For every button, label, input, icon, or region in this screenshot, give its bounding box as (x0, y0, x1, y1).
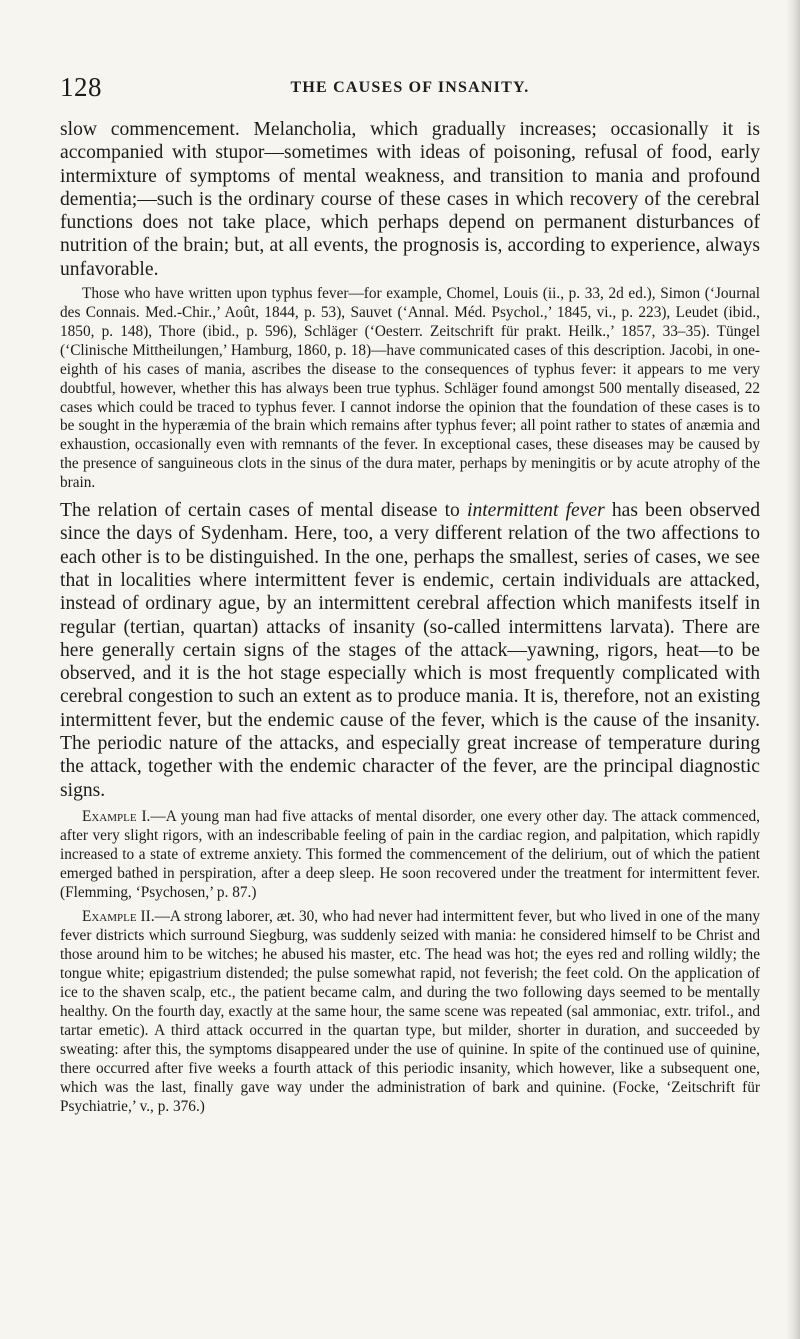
running-head: THE CAUSES OF INSANITY. (290, 79, 530, 96)
example-two (60, 908, 760, 1116)
term-intermittent-fever: intermittent fever (467, 500, 605, 522)
page-header (60, 72, 760, 102)
paragraph-intermittent-fever (60, 499, 760, 802)
example-one-text: —A young man had five attacks of mental disorder, one every other day. The attack commenced, after very slight rigors, with an indescribable feeling of pain in the cardiac region, and palpitation, which rapidly increased to a state of extreme anxiety. This formed the commencement of the delirium, out of which the patient emerged bathed in perspiration, after a deep sleep. He soon recovered under the treatment for intermittent fever. (Flemming, ‘Psychosen,’ p. 87.) (60, 807, 761, 901)
example-two-text: —A strong laborer, æt. 30, who had never had intermittent fever, but who lived in one of the many fever districts which surround Siegburg, was suddenly seized with mania: he considered himself to be Christ and those around him to be witches; he abused his master, etc. The head was hot; the eyes red and rolling wildly; the tongue white; epigastrium distended; the pulse somewhat rapid, not feverish; the feet cold. On the application of ice to the shaven scalp, etc., the patient became calm, and during the two following days seemed to be mentally healthy. On the fourth day, exactly at the same hour, the same scene was repeated (sal ammoniac, extr. trifol., and tartar emetic). A third attack occurred in the quartan type, but milder, shorter in duration, and succeeded by sweating: after this, the symptoms disappeared under the use of quinine. In spite of the continued use of quinine, there occurred after five weeks a fourth attack of this periodic insanity, which however, like a subsequent one, which was the last, finally gave way under the administration of bark and quinine. (Focke, ‘Zeitschrift für Psychiatrie,’ v., p. 376.) (60, 908, 760, 1115)
example-one-label: Example I. (82, 807, 151, 825)
example-two-label: Example II. (82, 908, 155, 926)
paragraph-intermittent-fever-rest: has been observed since the days of Sydenham. Here, too, a very different relation of the two affections to each other is to be distinguished. In the one, perhaps the smallest, series of cases, we see that in localities where intermittent fever is endemic, certain individuals are attacked, instead of ordinary ague, by an intermittent cerebral affection which manifests itself in regular (tertian, quartan) attacks of insanity (so-called intermittens larvata). There are here generally certain signs of the stages of the attack—yawning, rigors, heat—to be observed, and it is the hot stage especially which is most frequently complicated with cerebral congestion to such an extent as to produce mania. It is, therefore, not an existing intermittent fever, but the endemic cause of the fever, which is the cause of the insanity. The periodic nature of the attacks, and especially great increase of temperature during the attack, together with the endemic character of the fever, are the principal diagnostic signs. (60, 500, 760, 801)
paragraph-melancholia: slow commencement. Melancholia, which gradually increases; occasionally it is accompanied with stupor—sometimes with ideas of poisoning, refusal of food, early intermixture of symptoms of mental weakness, and transition to mania and profound dementia;—such is the ordinary course of these cases in which recovery of the cerebral functions does not take place, which perhaps depend on permanent disturbances of nutrition of the brain; but, at all events, the prognosis is, according to experience, always unfavorable. (60, 119, 760, 280)
page-number: 128 (60, 72, 102, 102)
example-one (60, 808, 760, 903)
page-edge-shadow (786, 0, 800, 1339)
note-typhus-fever: Those who have written upon typhus fever—for example, Chomel, Louis (ii., p. 33, 2d ed.), Simon (‘Journal des Connais. Med.-Chir.,’ Août, 1844, p. 53), Sauvet (‘Annal. Méd. Psychol.,’ 1845, vi., p. 223), Leudet (ibid., 1850, p. 148), Thore (ibid., p. 596), Schläger (‘Oesterr. Zeitschrift für prakt. Heilk.,’ 1857, 33–35). Tüngel (‘Clinische Mittheilungen,’ Hamburg, 1860, p. 18)—have communicated cases of this description. Jacobi, in one-eighth of his cases of mania, ascribes the disease to the consequences of typhus fever: it appears to me very doubtful, however, whether this has always been true typhus. Schläger found amongst 500 mentally diseased, 22 cases which could be traced to typhus fever. I cannot indorse the opinion that the foundation of these cases is to be sought in the hyperæmia of the brain which remains after typhus fever; all point rather to states of anæmia and exhaustion, occasionally even with remnants of the fever. In exceptional cases, these diseases may be caused by the presence of sanguineous clots in the sinus of the dura mater, perhaps by meningitis or by acute atrophy of the brain. (60, 285, 760, 492)
paragraph-intermittent-fever-start: The relation of certain cases of mental disease to (60, 500, 467, 522)
book-page (60, 72, 760, 1116)
